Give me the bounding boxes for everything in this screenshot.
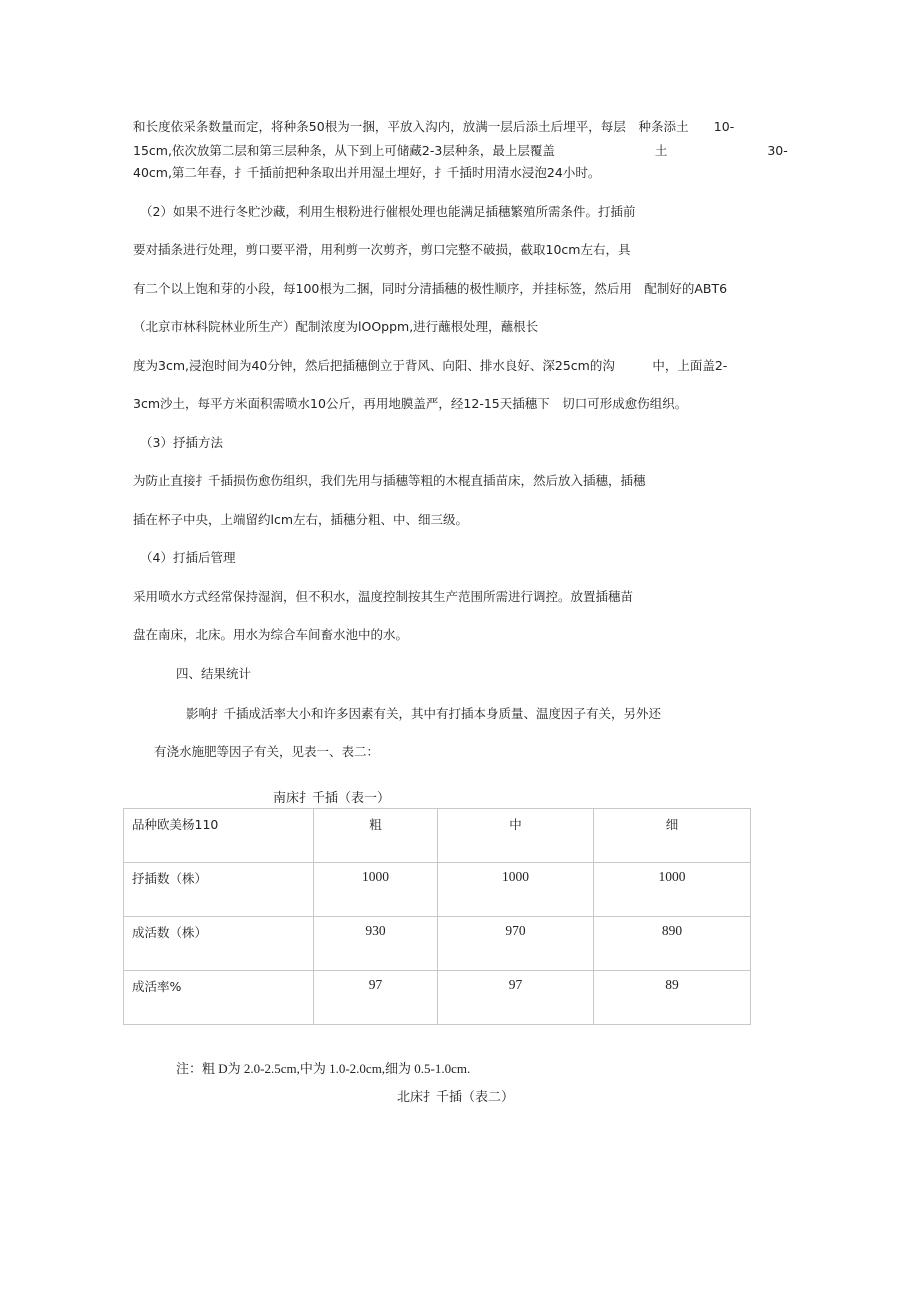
section-4-line-1: 采用喷水方式经常保持湿润，但不积水，温度控制按其生产范围所需进行调控。放置插穗苗 — [133, 589, 634, 604]
table-header-cell: 粗 — [314, 809, 438, 863]
paragraph-2-line-2: 要对插条进行处理，剪口要平滑，用利剪一次剪齐，剪口完整不破损，截取10cm左右，具 — [133, 242, 631, 257]
results-line-1: 影响扌千插成活率大小和许多因素有关，其中有打插本身质量、温度因子有关，另外还 — [186, 706, 662, 721]
table-1 — [123, 808, 751, 1025]
results-line-2: 有浇水施肥等因子有关，见表一、表二： — [154, 744, 380, 759]
paragraph-2-line-4: （北京市林科院林业所生产）配制浓度为lOOppm,进行蘸根处理，蘸根长 — [133, 319, 539, 334]
table-header-cell: 细 — [594, 809, 751, 863]
table-row — [124, 863, 751, 917]
table-cell: 97 — [438, 971, 594, 1025]
table-2-caption: 北床扌千插（表二） — [397, 1090, 515, 1105]
table-cell: 930 — [314, 917, 438, 971]
paragraph-2-line-3: 有二个以上饱和芽的小段，每100根为二捆，同时分清插穗的极性顺序，并挂标签，然后用 配制好的ABT6 — [133, 281, 728, 296]
paragraph-2-line-6: 3cm沙土，每平方米面积需喷水10公斤，再用地膜盖严，经12-15天插穗下 切口可形成愈伤组织。 — [133, 396, 688, 411]
table-cell: 970 — [438, 917, 594, 971]
paragraph-1-line-1: 和长度依采条数量而定，将种条50根为一捆，平放入沟内，放满一层后添土后埋平，每层 种条添土 10- — [133, 119, 735, 134]
section-3-line-2: 插在杯子中央，上端留约lcm左右，插穗分粗、中、细三级。 — [133, 512, 469, 527]
paragraph-2-line-1: （2）如果不进行冬贮沙藏，利用生根粉进行催根处理也能满足插穗繁殖所需条件。打插前 — [140, 204, 636, 219]
table-cell: 890 — [594, 917, 751, 971]
paragraph-1-line-3: 40cm,第二年春，扌千插前把种条取出并用湿土埋好，扌千插时用清水浸泡24小时。 — [133, 165, 601, 180]
table-1-caption: 南床扌千插（表一） — [273, 791, 391, 806]
paragraph-2-line-5: 度为3cm,浸泡时间为40分钟，然后把插穗倒立于背风、向阳、排水良好、深25cm的沟 中，上面盖2- — [133, 358, 728, 373]
table-row — [124, 809, 751, 863]
table-header-cell: 中 — [438, 809, 594, 863]
table-header-cell: 品种欧美杨110 — [124, 809, 314, 863]
table-cell: 1000 — [438, 863, 594, 917]
table-cell: 1000 — [314, 863, 438, 917]
table-1-note: 注：粗 D为 2.0-2.5cm,中为 1.0-2.0cm,细为 0.5-1.0cm. — [176, 1061, 471, 1076]
table-cell: 抒插数（株） — [124, 863, 314, 917]
paragraph-1-line-2: 15cm,依次放第二层和第三层种条，从下到上可储藏2-3层种条，最上层覆盖 土 30- — [133, 143, 788, 158]
section-4-line-2: 盘在南床，北床。用水为综合车间畜水池中的水。 — [133, 627, 409, 642]
table-cell: 89 — [594, 971, 751, 1025]
table-cell: 成活数（株） — [124, 917, 314, 971]
table-cell: 成活率% — [124, 971, 314, 1025]
results-heading: 四、结果统计 — [176, 666, 252, 681]
table-cell: 97 — [314, 971, 438, 1025]
section-4-heading: （4）打插后管理 — [140, 550, 236, 565]
table-row — [124, 917, 751, 971]
table-cell: 1000 — [594, 863, 751, 917]
section-3-line-1: 为防止直接扌千插损伤愈伤组织，我们先用与插穗等粗的木棍直插苗床，然后放入插穗，插穗 — [133, 473, 646, 488]
section-3-heading: （3）抒插方法 — [140, 435, 223, 450]
table-row — [124, 971, 751, 1025]
